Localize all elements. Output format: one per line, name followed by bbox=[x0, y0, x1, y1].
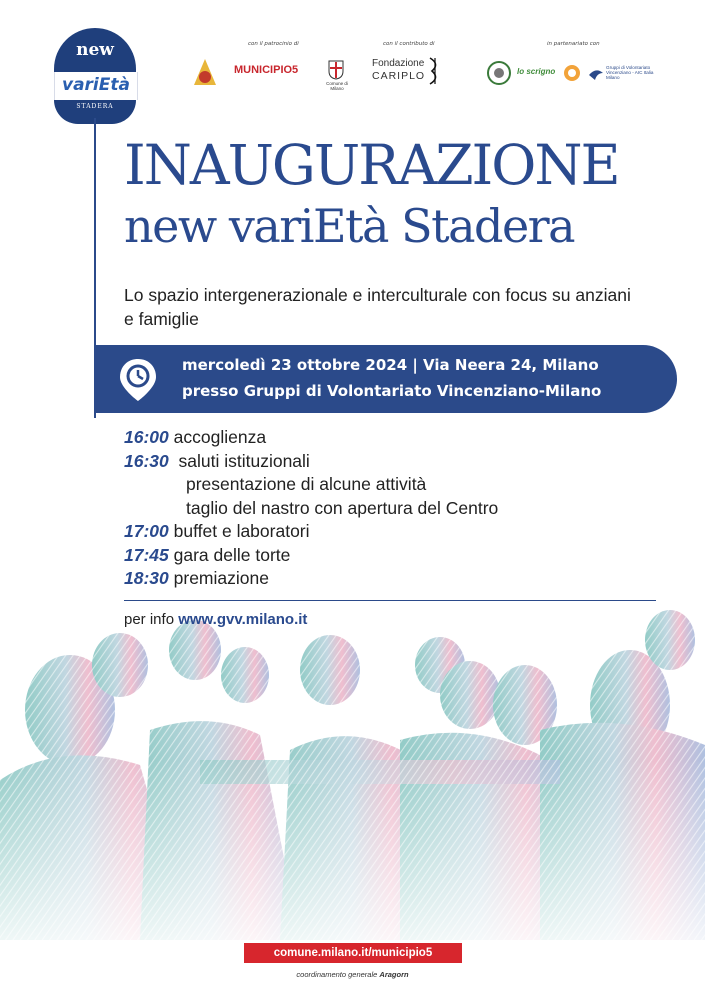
event-banner bbox=[94, 345, 677, 413]
schedule-time: 17:45 bbox=[124, 544, 169, 565]
illustration-people bbox=[0, 560, 705, 940]
schedule-row bbox=[124, 450, 684, 474]
page-title: INAUGURAZIONE bbox=[124, 133, 619, 197]
contributo-caption: con il contributo di bbox=[383, 41, 435, 47]
cariplo-line1: Fondazione bbox=[372, 58, 425, 69]
info-line bbox=[124, 611, 307, 628]
schedule-time: 16:30 bbox=[124, 450, 169, 471]
schedule-list bbox=[124, 426, 684, 591]
partner-circle-logo-icon bbox=[486, 60, 512, 86]
comune-crest-icon bbox=[328, 60, 344, 80]
comune-logo-label: Comune di Milano bbox=[326, 81, 348, 91]
credit-prefix: coordinamento generale bbox=[296, 970, 378, 979]
new-varieta-logo bbox=[54, 28, 136, 124]
credit-name: Aragorn bbox=[379, 970, 409, 979]
schedule-text: buffet e laboratori bbox=[173, 521, 310, 541]
partner-gvv-label: Gruppi di Volontariato Vincenziano - AIC Italia Milano bbox=[606, 65, 654, 81]
info-prefix: per info bbox=[124, 611, 175, 628]
partner-logos bbox=[484, 53, 660, 93]
schedule-row bbox=[124, 567, 684, 591]
schedule-row bbox=[124, 426, 684, 450]
schedule-text: accoglienza bbox=[173, 427, 267, 447]
info-link[interactable]: www.gvv.milano.it bbox=[178, 611, 308, 628]
schedule-time: 17:00 bbox=[124, 521, 169, 541]
schedule-row bbox=[124, 544, 684, 568]
schedule-row bbox=[124, 497, 684, 521]
logo-word-stadera: STADERA bbox=[76, 103, 114, 110]
gvv-bird-icon bbox=[588, 67, 604, 81]
divider bbox=[124, 600, 656, 601]
patrocinio-caption: con il patrocinio di bbox=[248, 41, 299, 47]
schedule-text: presentazione di alcune attività bbox=[186, 474, 427, 494]
logo-word-varieta: variEtà bbox=[62, 75, 130, 95]
schedule-row bbox=[124, 473, 684, 497]
logo-word-new: new bbox=[76, 40, 114, 60]
schedule-time: 18:30 bbox=[124, 568, 169, 588]
municipio-emblem-icon bbox=[192, 57, 218, 87]
schedule-text: premiazione bbox=[173, 568, 269, 588]
cariplo-line2: CARIPLO bbox=[372, 70, 426, 82]
municipio-logo-label: MUNICIPIO5 bbox=[234, 64, 299, 76]
schedule-text: gara delle torte bbox=[173, 544, 291, 565]
municipio-url-badge[interactable]: comune.milano.it/municipio5 bbox=[244, 943, 462, 963]
event-date-location: mercoledì 23 ottobre 2024 | Via Neera 24, Milano bbox=[182, 356, 599, 374]
schedule-text: saluti istituzionali bbox=[178, 450, 310, 471]
partner-scrigno-label: lo scrigno bbox=[517, 67, 556, 76]
cariplo-logo bbox=[368, 53, 452, 93]
partner-caption: in partenariato con bbox=[547, 41, 600, 47]
event-host: presso Gruppi di Volontariato Vincenziano-Milano bbox=[182, 382, 602, 400]
schedule-time: 16:00 bbox=[124, 427, 169, 447]
patrocinio-logos bbox=[190, 53, 350, 93]
page-title-line2: new variEtà Stadera bbox=[124, 199, 575, 253]
schedule-text: taglio del nastro con apertura del Centro bbox=[186, 497, 499, 518]
subtitle: Lo spazio intergenerazionale e interculturale con focus su anziani e famiglie bbox=[124, 285, 631, 329]
credit-line bbox=[0, 970, 705, 979]
partner-sun-logo-icon bbox=[562, 63, 582, 83]
location-clock-icon bbox=[118, 357, 158, 403]
schedule-row bbox=[124, 520, 684, 544]
cariplo-mark-icon bbox=[428, 56, 442, 86]
